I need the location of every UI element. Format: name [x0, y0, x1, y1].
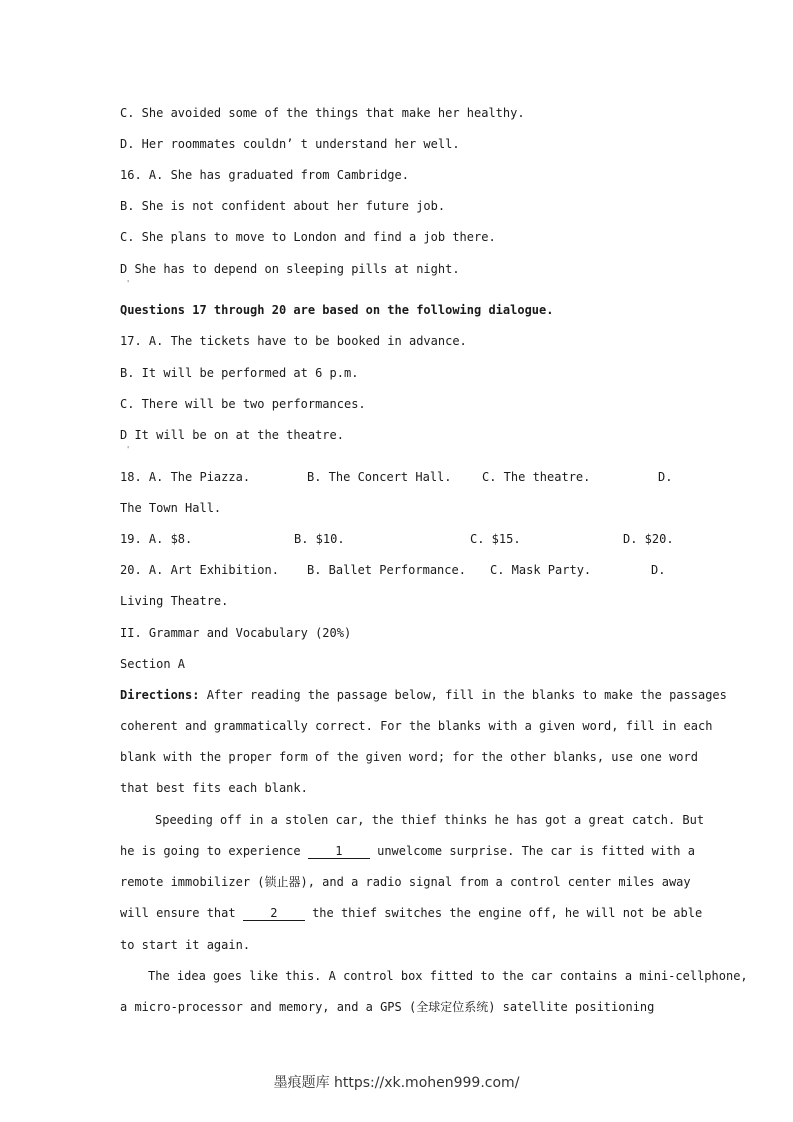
q16-option-b: B. She is not confident about her future job.	[120, 199, 446, 213]
q16-option-c: C. She plans to move to London and find a job there.	[120, 230, 496, 244]
q18-option-b: B. The Concert Hall.	[307, 470, 452, 484]
q17-option-b: B. It will be performed at 6 p.m.	[120, 366, 359, 380]
q20-option-d-text: Living Theatre.	[120, 594, 229, 608]
stray-mark: '	[127, 445, 130, 454]
q15-option-d: D. Her roommates couldn’ t understand her well.	[120, 137, 460, 151]
directions-text: After reading the passage below, fill in the blanks to make the passages	[199, 688, 727, 702]
blank-1[interactable]: 1	[308, 844, 370, 859]
q19-option-c: C. $15.	[470, 532, 521, 546]
passage-text: the thief switches the engine off, he will not be able	[312, 906, 703, 920]
q20-option-d: D.	[651, 563, 666, 577]
q15-option-c: C. She avoided some of the things that make her healthy.	[120, 106, 525, 120]
passage-text: he is going to experience	[120, 844, 301, 858]
directions-line-4: that best fits each blank.	[120, 781, 308, 795]
passage-line-3: remote immobilizer (锁止器), and a radio signal from a control center miles away	[120, 875, 691, 889]
q20-option-a: 20. A. Art Exhibition.	[120, 563, 279, 577]
q18-option-d: D.	[658, 470, 673, 484]
q19-option-b: B. $10.	[294, 532, 345, 546]
directions-line-2: coherent and grammatically correct. For the blanks with a given word, fill in each	[120, 719, 713, 733]
section-a-heading: Section A	[120, 657, 186, 671]
directions-line-3: blank with the proper form of the given word; for the other blanks, use one word	[120, 750, 698, 764]
q18-option-c: C. The theatre.	[482, 470, 591, 484]
footer-watermark: 墨痕题库 https://xk.mohen999.com/	[273, 1075, 520, 1091]
passage-text: will ensure that	[120, 906, 236, 920]
passage-line-4	[120, 905, 702, 921]
q17-option-c: C. There will be two performances.	[120, 397, 366, 411]
q16-option-d: D She has to depend on sleeping pills at night.	[120, 262, 460, 276]
dialogue-heading: Questions 17 through 20 are based on the following dialogue.	[120, 303, 554, 317]
q20-option-b: B. Ballet Performance.	[307, 563, 466, 577]
q17-option-d: D It will be on at the theatre.	[120, 428, 344, 442]
q18-option-d-text: The Town Hall.	[120, 501, 222, 515]
passage-line-6: The idea goes like this. A control box fitted to the car contains a mini-cellphone,	[148, 969, 748, 983]
q18-option-a: 18. A. The Piazza.	[120, 470, 251, 484]
directions-line-1	[120, 687, 727, 703]
q20-option-c: C. Mask Party.	[490, 563, 592, 577]
q16-option-a: 16. A. She has graduated from Cambridge.	[120, 168, 409, 182]
directions-label: Directions:	[120, 688, 200, 702]
stray-mark: '	[127, 279, 130, 288]
section-title: II. Grammar and Vocabulary (20%)	[120, 626, 352, 640]
passage-line-5: to start it again.	[120, 938, 251, 952]
passage-line-7: a micro-processor and memory, and a GPS (全球定位系统) satellite positioning	[120, 1000, 655, 1014]
q19-option-a: 19. A. $8.	[120, 532, 193, 546]
blank-2[interactable]: 2	[243, 906, 305, 921]
passage-text: unwelcome surprise. The car is fitted with a	[377, 844, 695, 858]
q17-option-a: 17. A. The tickets have to be booked in advance.	[120, 334, 467, 348]
q19-option-d: D. $20.	[623, 532, 674, 546]
passage-line-2	[120, 843, 695, 859]
passage-line-1: Speeding off in a stolen car, the thief thinks he has got a great catch. But	[155, 813, 705, 827]
